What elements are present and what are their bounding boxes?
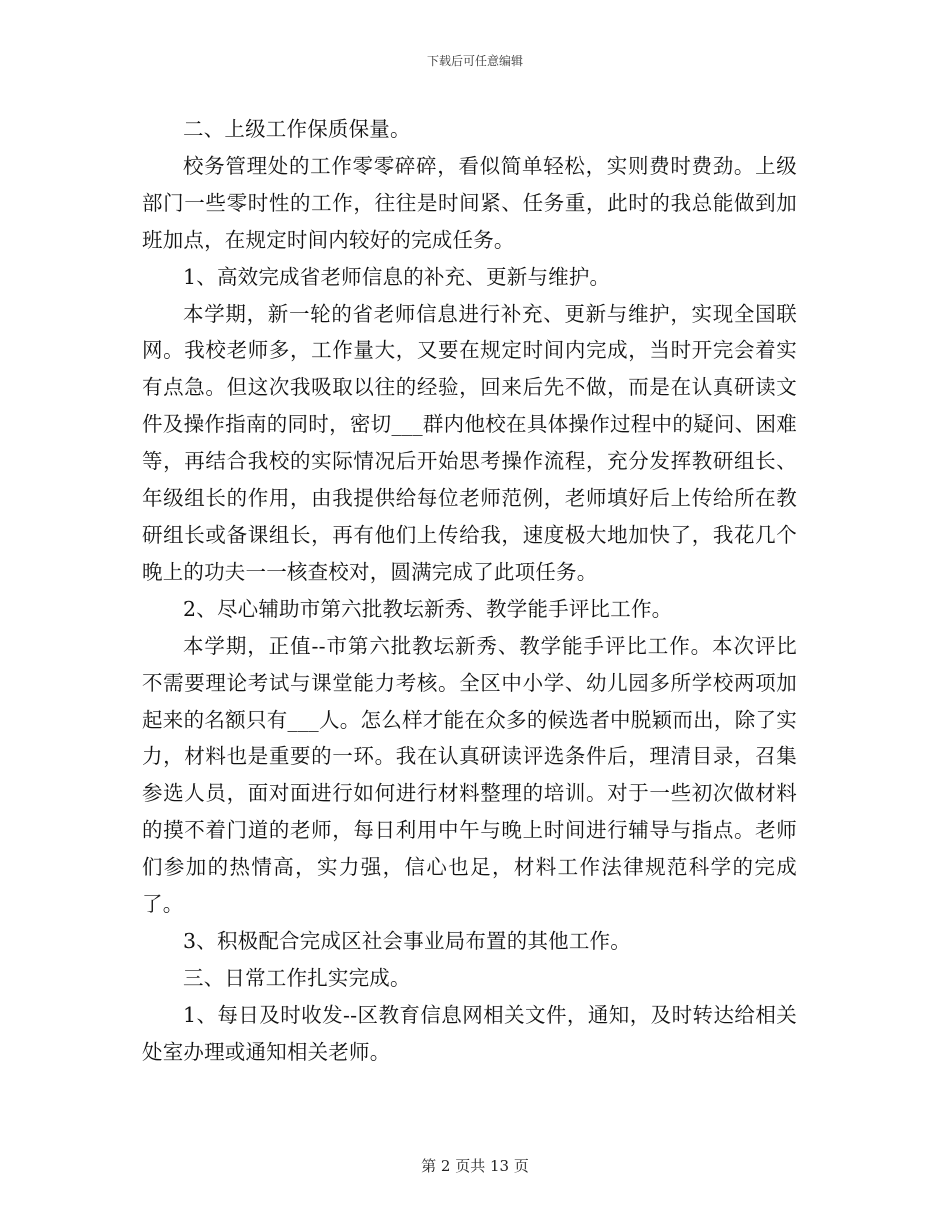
- subheading-item-3: 3、积极配合完成区社会事业局布置的其他工作。: [183, 928, 631, 953]
- heading-section-3: 三、日常工作扎实完成。: [183, 965, 411, 990]
- subheading-item-1: 1、高效完成省老师信息的补充、更新与维护。: [183, 264, 611, 289]
- paragraph-intro: 校务管理处的工作零零碎碎，看似简单轻松，实则费时费劲。上级部门一些零时性的工作，往往是时间紧、任务重，此时的我总能做到加班加点，在规定时间内较好的完成任务。: [142, 153, 797, 252]
- heading-section-2: 二、上级工作保质保量。: [183, 117, 411, 141]
- paragraph-evaluation: 本学期，正值--市第六批教坛新秀、教学能手评比工作。本次评比不需要理论考试与课堂能力考核。全区中小学、幼儿园多所学校两项加起来的名额只有___人。怎么样才能在众多的候选者中脱颖而出，除了实力，材料也是重要的一环。我在认真研读评选条件后，理清目录，召集参选人员，面对面进行如何进行材料整理的培训。对于一些初次做材料的摸不着门道的老师，每日利用中午与晚上时间进行辅导与指点。老师们参加的热情高，实力强，信心也足，材料工作法律规范科学的完成了。: [142, 633, 797, 917]
- page-header: 下载后可任意编辑: [426, 54, 523, 68]
- document-body: [142, 111, 797, 1071]
- subheading-item-2: 2、尽心辅助市第六批教坛新秀、教学能手评比工作。: [183, 596, 673, 621]
- page-number-footer: 第 2 页共 13 页: [421, 1157, 529, 1175]
- paragraph-teacher-info: 本学期，新一轮的省老师信息进行补充、更新与维护，实现全国联网。我校老师多，工作量大，又要在规定时间内完成，当时开完会着实有点急。但这次我吸取以往的经验，回来后先不做，而是在认真研读文件及操作指南的同时，密切___群内他校在具体操作过程中的疑问、困难等，再结合我校的实际情况后开始思考操作流程，充分发挥教研组长、年级组长的作用，由我提供给每位老师范例，老师填好后上传给所在教研组长或备课组长，再有他们上传给我，速度极大地加快了，我花几个晚上的功夫一一核查校对，圆满完成了此项任务。: [142, 301, 797, 584]
- paragraph-daily-work: 1、每日及时收发--区教育信息网相关文件，通知，及时转达给相关处室办理或通知相关老师。: [142, 1002, 797, 1064]
